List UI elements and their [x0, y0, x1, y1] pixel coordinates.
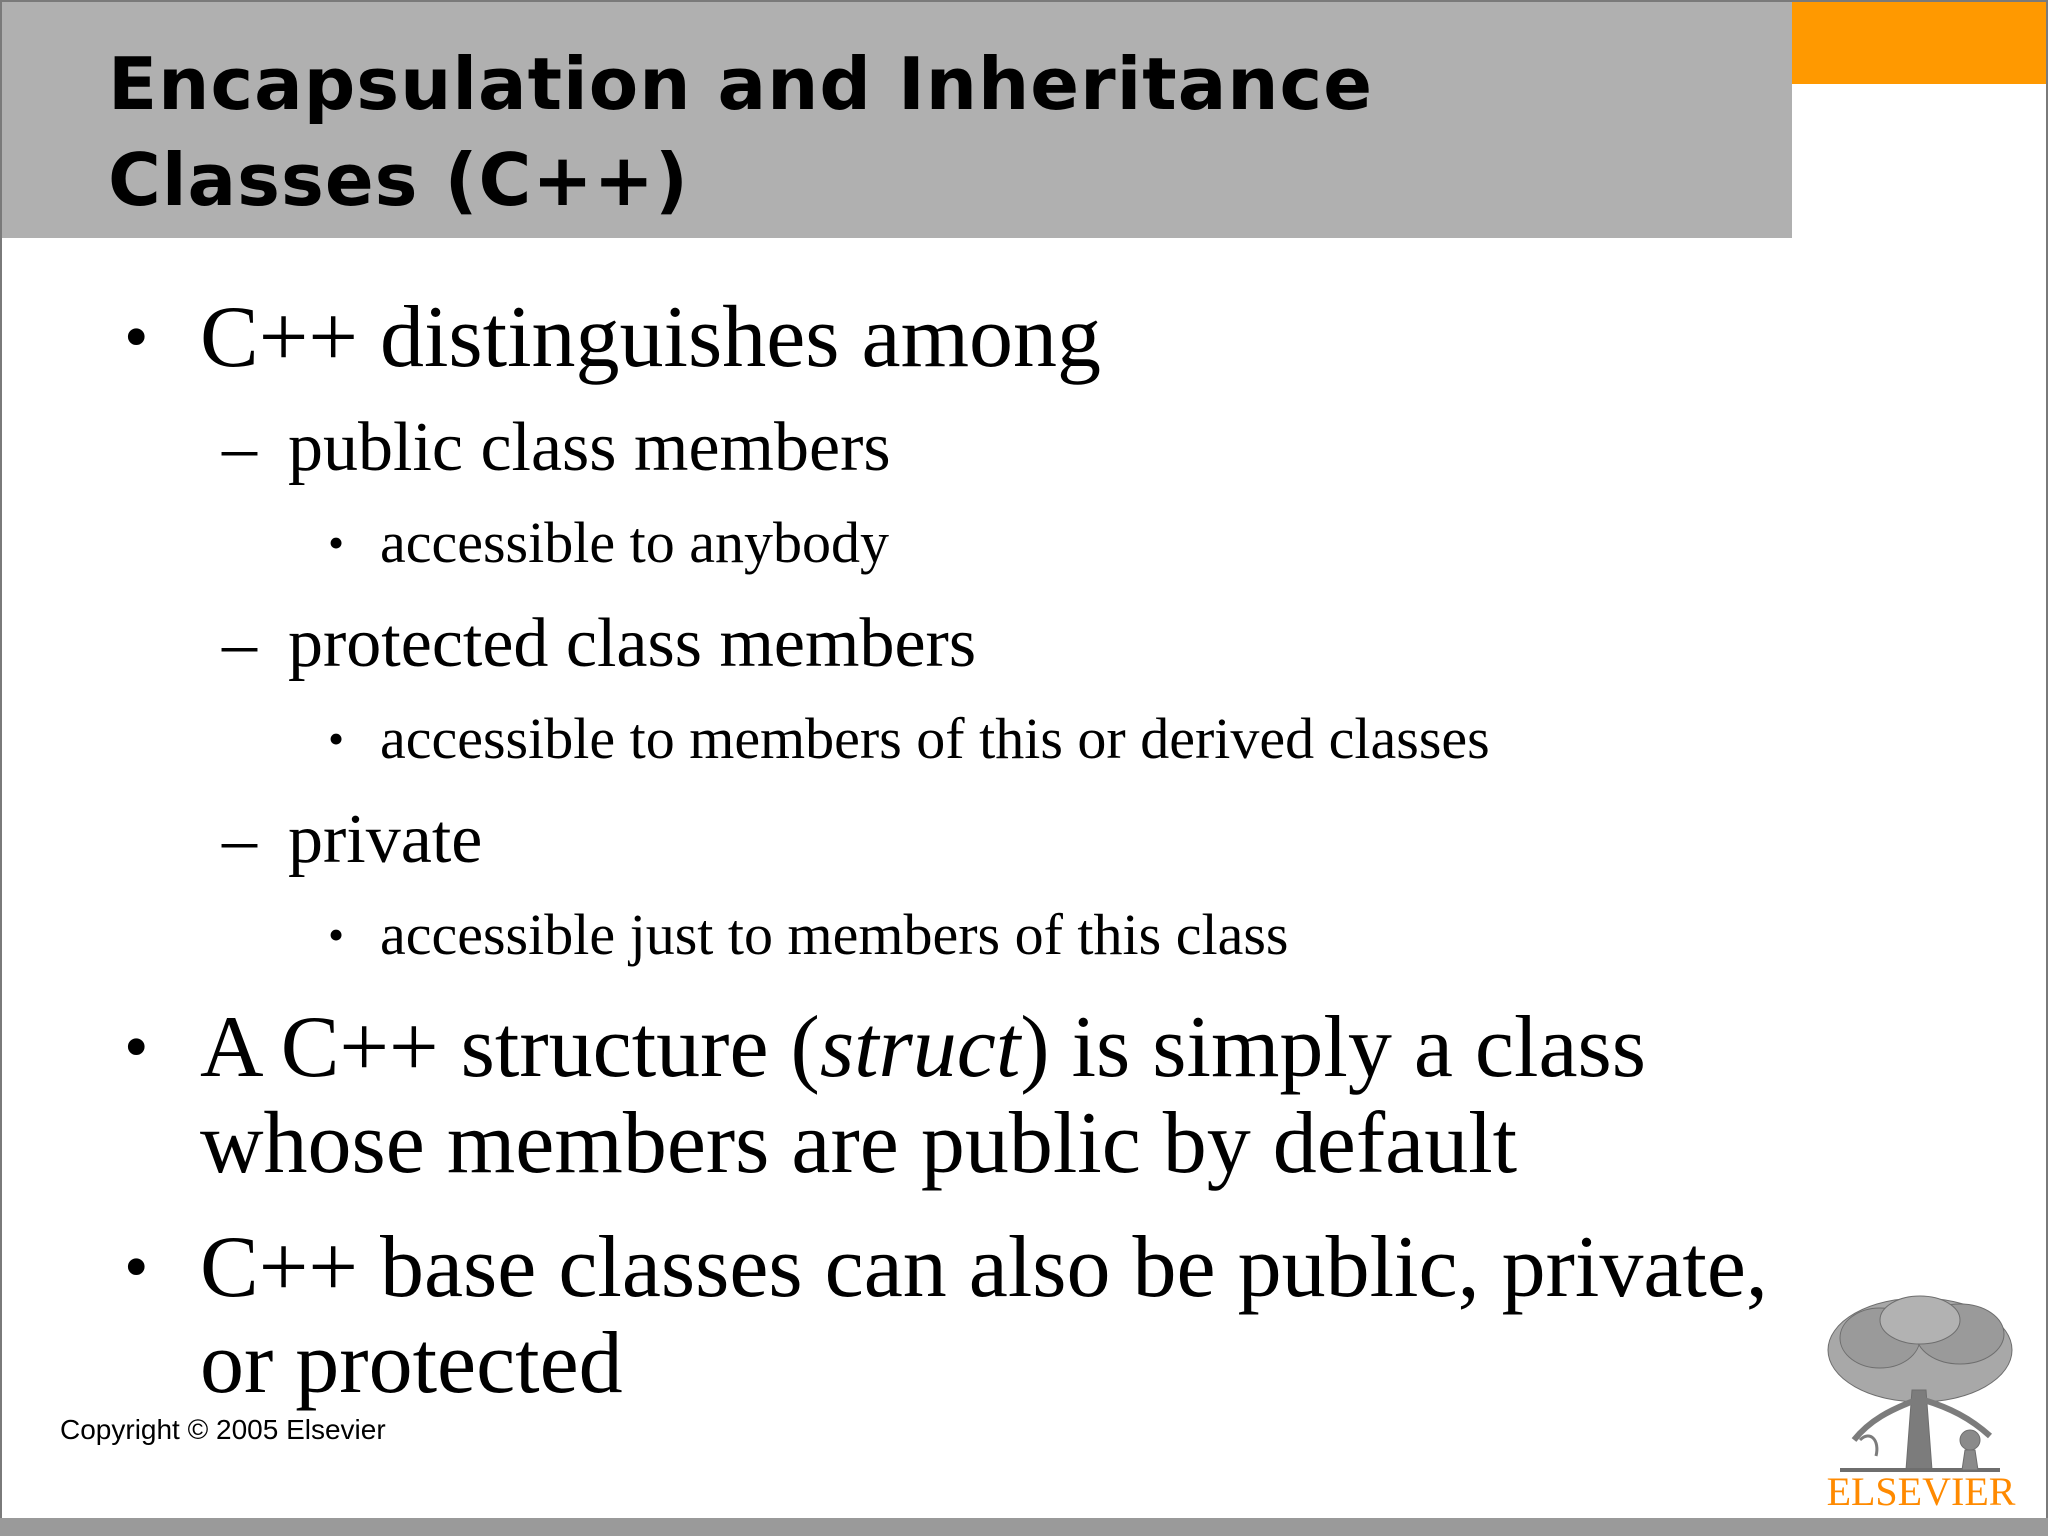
copyright-text: Copyright © 2005 Elsevier	[60, 1414, 386, 1445]
bullet-1-sub-2-text: protected class members	[288, 605, 977, 682]
slide-bottom-rule	[0, 1518, 2048, 1536]
bullet-marker: •	[124, 1009, 149, 1086]
elsevier-wordmark: ELSEVIER	[1826, 1469, 2016, 1514]
bullet-marker: •	[124, 299, 149, 376]
dash-marker: –	[222, 801, 257, 878]
bullet-2-line-2: whose members are public by default	[200, 1095, 1518, 1192]
bullet-3-line-2: or protected	[200, 1315, 623, 1412]
slide-border-top	[0, 0, 2048, 2]
bullet-1-sub-2-detail: accessible to members of this or derived classes	[380, 706, 1490, 771]
bullet-marker: •	[328, 517, 345, 568]
bullet-marker: •	[328, 713, 345, 764]
slide-title-line-2: Classes (C++)	[108, 138, 689, 222]
bullet-1-sub-1-detail: accessible to anybody	[380, 510, 889, 575]
bullet-2-line-1	[200, 1000, 1646, 1096]
bullet-1-text: C++ distinguishes among	[200, 289, 1102, 386]
dash-marker: –	[222, 409, 257, 486]
bullet-marker: •	[328, 909, 345, 960]
bullet-3-line-1: C++ base classes can also be public, private,	[200, 1219, 1768, 1316]
dash-marker: –	[222, 605, 257, 682]
bullet-2-part-2: ) is simply a class	[1020, 999, 1646, 1096]
bullet-marker: •	[124, 1229, 149, 1306]
bullet-1-sub-1-text: public class members	[288, 409, 891, 486]
bullet-1-sub-3-text: private	[288, 801, 483, 878]
slide-title-line-1: Encapsulation and Inheritance	[108, 42, 1374, 126]
bullet-2-italic-struct: struct	[819, 999, 1021, 1096]
slide-border-left	[0, 0, 2, 1536]
bullet-2-part-1: A C++ structure (	[200, 999, 820, 1096]
bullet-1-sub-3-detail: accessible just to members of this class	[380, 902, 1289, 967]
